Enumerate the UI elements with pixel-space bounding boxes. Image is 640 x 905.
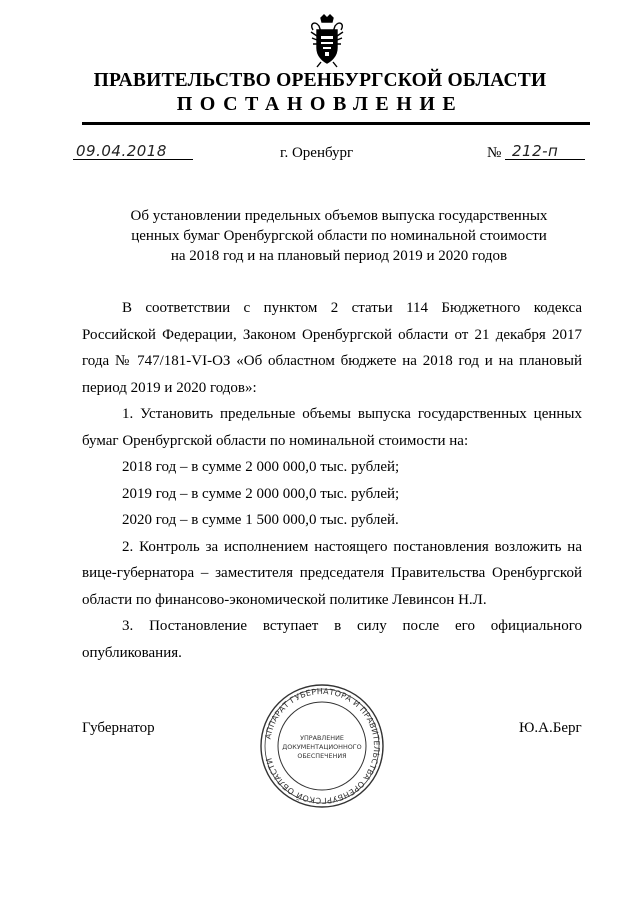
item-2-paragraph: 2. Контроль за исполнением настоящего постановления возложить на вице-губернатора – заместителя председателя Правительства Оренбургской области по финансово-экономической политике Левинсон Н.Л. (82, 538, 582, 608)
title-line: ценных бумаг Оренбургской области по номинальной стоимости (131, 228, 547, 244)
item-1-paragraph: 1. Установить предельные объемы выпуска государственных ценных бумаг Оренбургской области по номинальной стоимости на: (82, 406, 582, 449)
limit-2019: 2019 год – в сумме 2 000 000,0 тыс. рублей; (122, 485, 400, 502)
limit-2020: 2020 год – в сумме 1 500 000,0 тыс. рублей. (122, 512, 399, 528)
title-line: Об установлении предельных объемов выпуска государственных (130, 208, 548, 224)
coat-of-arms-icon (307, 14, 347, 68)
document-date: 09.04.2018 (76, 142, 167, 160)
official-stamp (258, 682, 386, 810)
stamp-outer-text: АППАРАТ ГУБЕРНАТОРА И ПРАВИТЕЛЬСТВА ОРЕНБУРГСКОЙ ОБЛАСТИ (263, 686, 382, 806)
document-number: 212-п (512, 142, 559, 160)
stamp-inner-line: ДОКУМЕНТАЦИОННОГО (282, 743, 362, 751)
limit-2018: 2018 год – в сумме 2 000 000,0 тыс. рублей; (122, 459, 400, 475)
title-line: на 2018 год и на плановый период 2019 и 2020 годов (170, 248, 508, 264)
document-type-heading: ПОСТАНОВЛЕНИЕ (176, 93, 464, 115)
item-3-paragraph: 3. Постановление вступает в силу после его официального опубликования. (82, 618, 582, 661)
document-city: г. Оренбург (280, 145, 354, 161)
header-divider (82, 122, 590, 125)
preamble-paragraph: В соответствии с пунктом 2 статьи 114 Бюджетного кодекса Российской Федерации, Законом Оренбургской области от 21 декабря 2017 года № 747/181-VI-ОЗ «Об областном бюджете на 2018 год и на плановый период 2019 и 2020 годов»: (82, 300, 582, 396)
signatory-name: Ю.А.Берг (519, 720, 582, 736)
document-body (82, 295, 582, 666)
document-title (100, 206, 578, 266)
number-label: № (487, 145, 502, 161)
stamp-inner-line: УПРАВЛЕНИЕ (300, 734, 344, 742)
stamp-inner-line: ОБЕСПЕЧЕНИЯ (297, 752, 347, 760)
organization-heading: ПРАВИТЕЛЬСТВО ОРЕНБУРГСКОЙ ОБЛАСТИ (93, 70, 547, 91)
signatory-title: Губернатор (82, 720, 155, 736)
